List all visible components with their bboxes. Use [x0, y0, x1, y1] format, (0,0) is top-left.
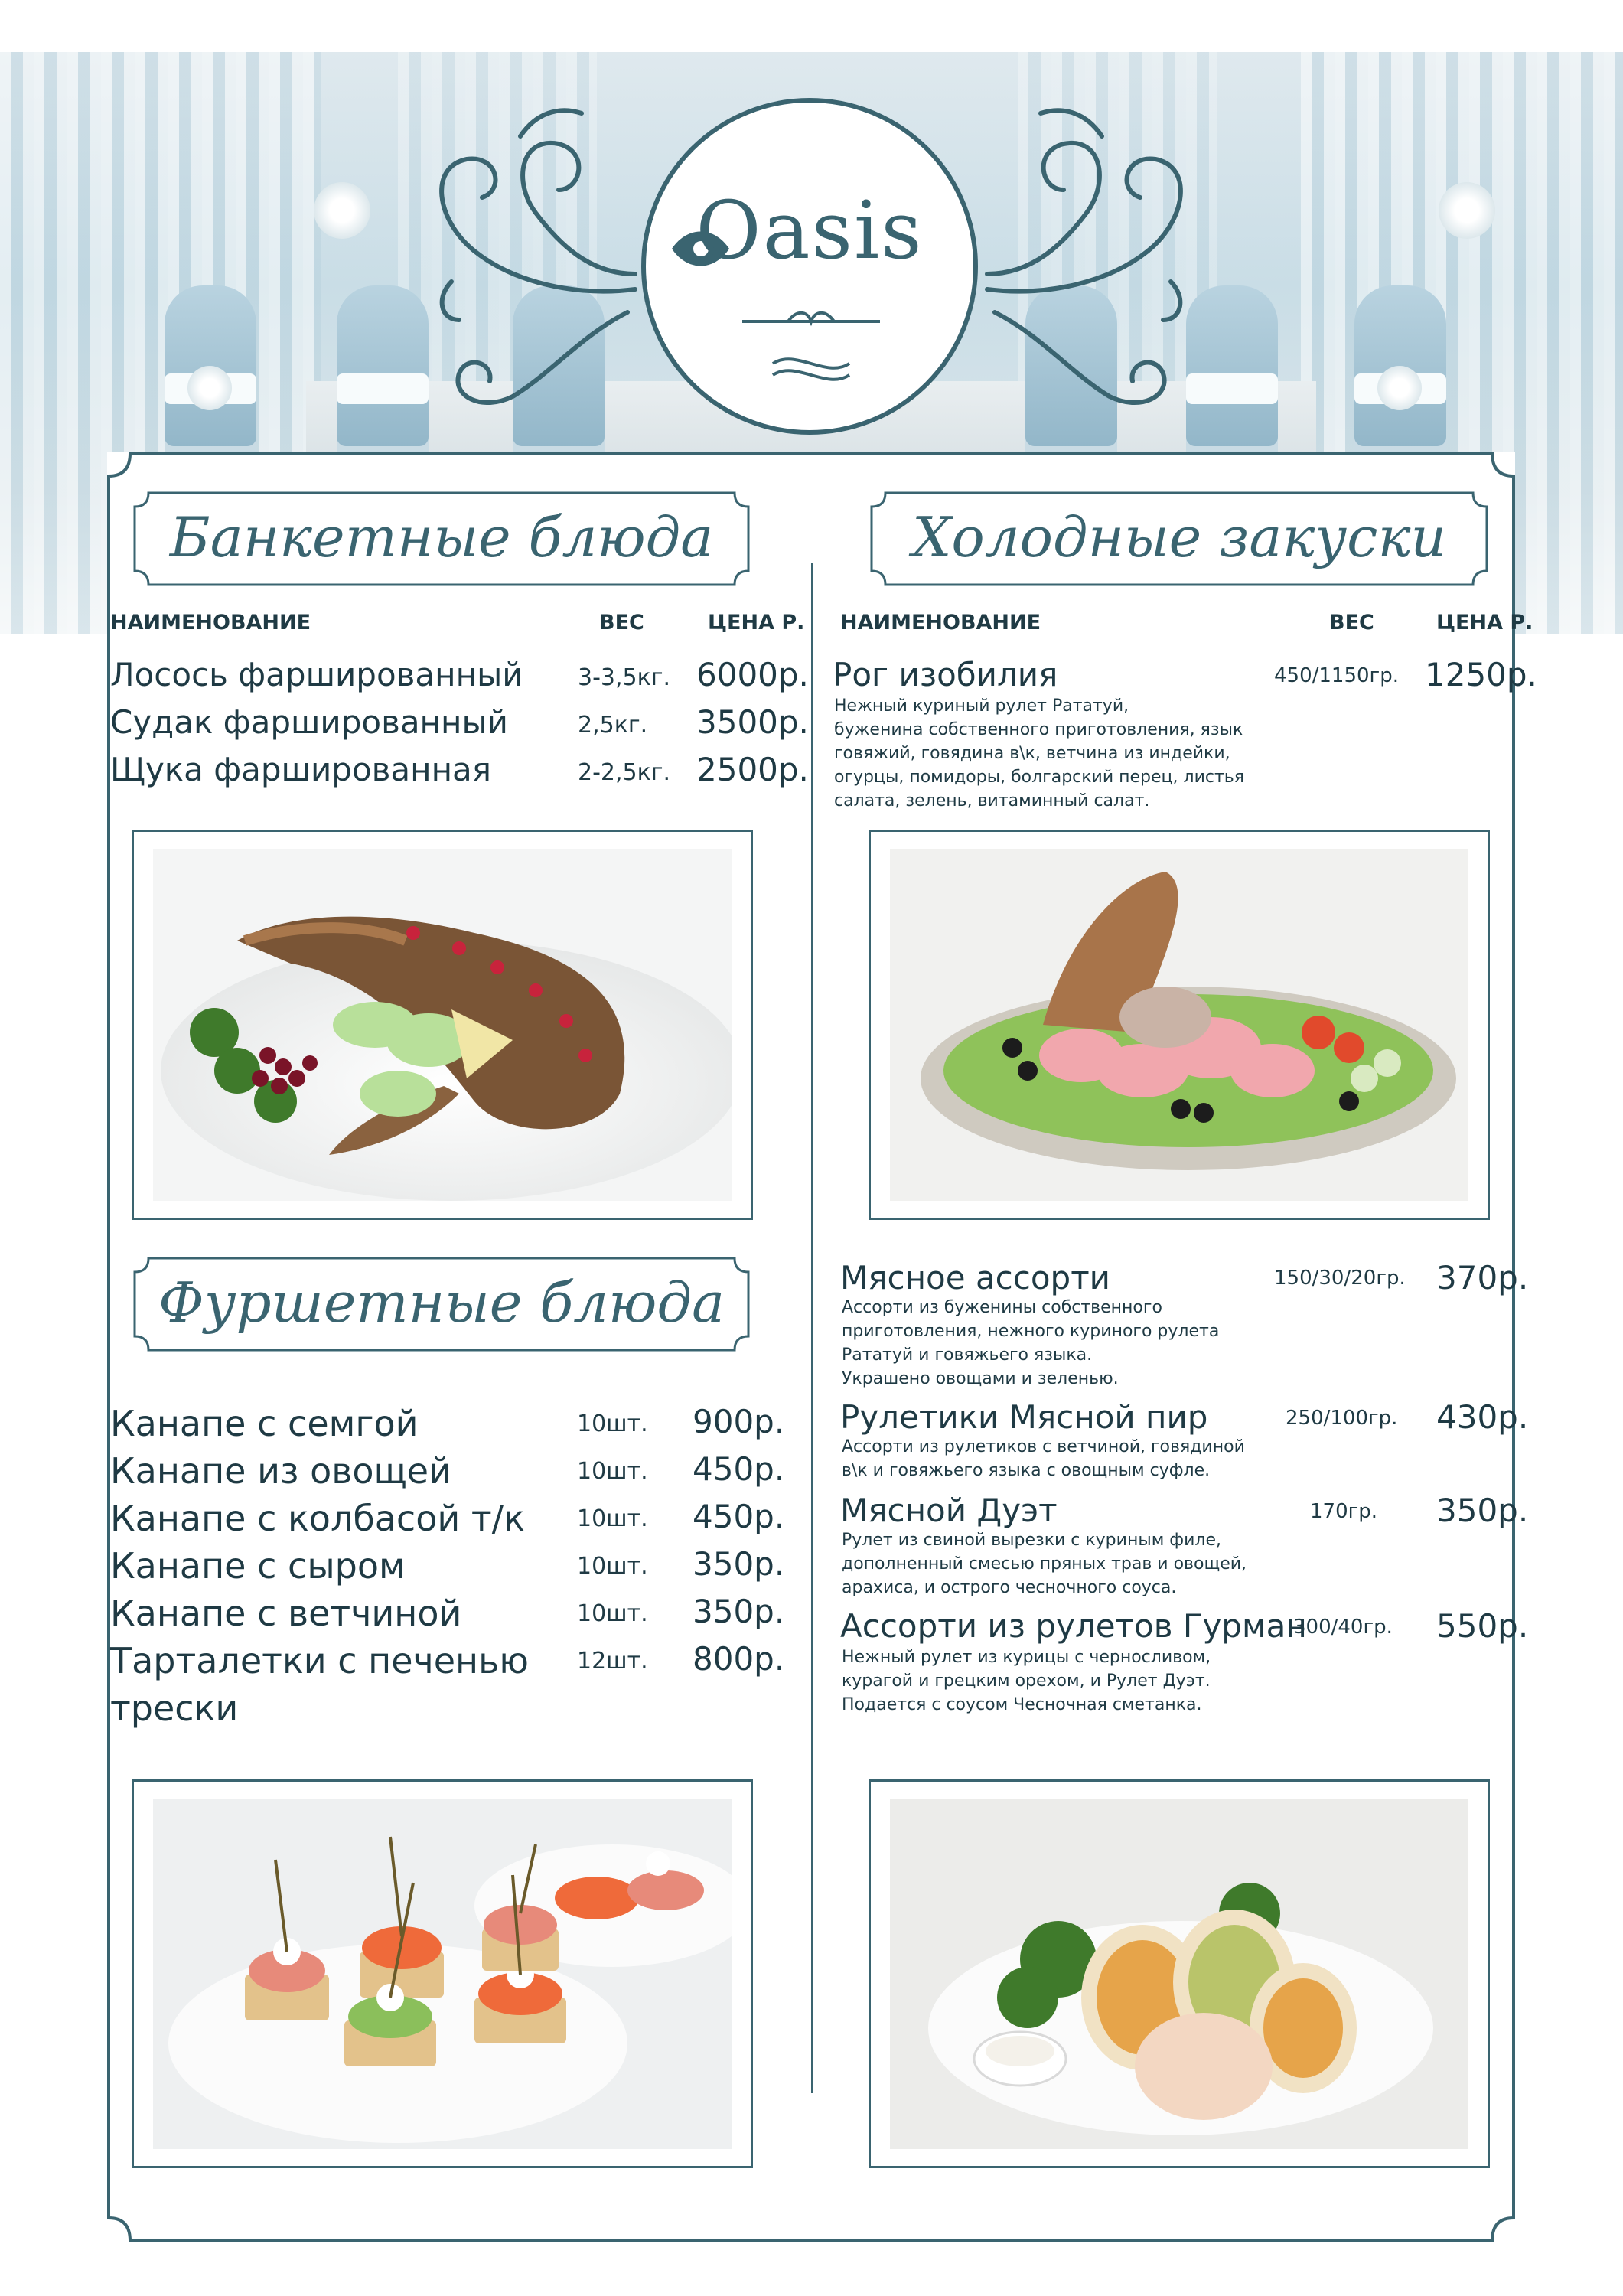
cold-item-name: Мясной Дуэт — [840, 1492, 1058, 1529]
cold-item-name: Рог изобилия — [833, 656, 1058, 693]
buffet-item-name-continued: трески — [110, 1688, 239, 1729]
cold-item-name: Мясное ассорти — [840, 1259, 1110, 1296]
cold-item-weight: 450/1150гр. — [1274, 664, 1399, 687]
cold-item-price: 430р. — [1436, 1398, 1529, 1436]
cold-item-price: 550р. — [1436, 1607, 1529, 1645]
cold-item-weight: 170гр. — [1310, 1500, 1378, 1523]
buffet-item-price: 450р. — [693, 1450, 785, 1488]
banquet-item-price: 6000р. — [696, 656, 809, 693]
buffet-item-name: Канапе с ветчиной — [110, 1593, 462, 1634]
left-ornament-icon — [406, 90, 650, 427]
buffet-item-price: 350р. — [693, 1593, 785, 1630]
buffet-item-name: Канапе с колбасой т/к — [110, 1498, 525, 1539]
cold-item-price: 370р. — [1436, 1259, 1529, 1296]
banquet-item-price: 3500р. — [696, 703, 809, 741]
buffet-item-name: Канапе с семгой — [110, 1403, 419, 1444]
banquet-photo-frame — [132, 830, 753, 1220]
banquet-title: Банкетные блюда — [169, 505, 714, 569]
buffet-item-name: Канапе с сыром — [110, 1545, 406, 1587]
banquet-title-box — [132, 490, 751, 588]
cold-item-price: 350р. — [1436, 1492, 1529, 1529]
cold-item-description: Рулет из свиной вырезки с куриным филе, дополненный смесью пряных трав и овощей, арахиса, и острого чесночного соуса. — [842, 1531, 1247, 1597]
buffet-item-name: Канапе из овощей — [110, 1450, 452, 1492]
cold-photo-frame — [869, 830, 1490, 1220]
cold-title-box — [869, 490, 1490, 588]
cold-item-name: Рулетики Мясной пир — [840, 1398, 1208, 1436]
buffet-item-price: 800р. — [693, 1640, 785, 1678]
banquet-header-name: НАИМЕНОВАНИЕ — [110, 611, 311, 634]
banquet-item-name: Лосось фаршированный — [110, 656, 523, 693]
horn-of-plenty-photo — [890, 849, 1468, 1201]
buffet-item-weight: 10шт. — [577, 1458, 648, 1485]
cold-item-description: Ассорти из рулетиков с ветчиной, говядиной в\к и говяжьего языка с овощным суфле. — [842, 1437, 1245, 1480]
buffet-item-price: 450р. — [693, 1498, 785, 1535]
banquet-item-price: 2500р. — [696, 751, 809, 788]
cold-item-price: 1250р. — [1425, 656, 1537, 693]
column-divider — [811, 563, 813, 2093]
cold-header-name: НАИМЕНОВАНИЕ — [840, 611, 1041, 634]
buffet-item-price: 900р. — [693, 1403, 785, 1440]
buffet-item-price: 350р. — [693, 1545, 785, 1583]
canapes-photo — [153, 1799, 732, 2149]
cold-item-description: Нежный куриный рулет Рататуй, буженина собственного приготовления, язык говяжий, говядина в\к, ветчина из индейки, огурцы, помидоры, болгарский перец, листья салата, зелень, витаминный салат. — [834, 696, 1244, 810]
right-ornament-icon — [972, 90, 1217, 427]
cold-item-weight: 250/100гр. — [1286, 1407, 1398, 1430]
cold-header-weight: ВЕС — [1329, 611, 1374, 634]
buffet-item-weight: 10шт. — [577, 1600, 648, 1627]
stuffed-fish-photo — [153, 849, 732, 1201]
buffet-title-box — [132, 1255, 751, 1353]
banquet-header-weight: ВЕС — [599, 611, 644, 634]
cold-item-description: Нежный рулет из курицы с черносливом, курагой и грецким орехом, и Рулет Дуэт. Подается с соусом Чесночная сметанка. — [842, 1648, 1211, 1714]
cold-item-weight: 300/40гр. — [1293, 1616, 1393, 1639]
cold-item-description: Ассорти из буженины собственного приготовления, нежного куриного рулета Рататуй и говяжьего языка. Украшено овощами и зеленью. — [842, 1298, 1220, 1388]
buffet-item-weight: 10шт. — [577, 1553, 648, 1580]
rolls-photo-frame — [869, 1779, 1490, 2168]
banquet-item-weight: 2-2,5кг. — [578, 759, 671, 786]
banquet-item-weight: 3-3,5кг. — [578, 664, 671, 691]
buffet-item-weight: 12шт. — [577, 1648, 648, 1675]
brand-logo: Oasis — [696, 184, 924, 277]
banquet-item-name: Щука фаршированная — [110, 751, 492, 788]
buffet-item-name: Тарталетки с печенью — [110, 1640, 529, 1681]
cold-title: Холодные закуски — [912, 505, 1446, 569]
cold-item-weight: 150/30/20гр. — [1274, 1267, 1406, 1290]
buffet-item-weight: 10шт. — [577, 1411, 648, 1437]
banquet-item-weight: 2,5кг. — [578, 712, 648, 739]
banquet-item-name: Судак фаршированный — [110, 703, 508, 741]
buffet-photo-frame — [132, 1779, 753, 2168]
banquet-header-price: ЦЕНА Р. — [708, 611, 805, 634]
buffet-title: Фуршетные блюда — [158, 1270, 725, 1335]
cold-header-price: ЦЕНА Р. — [1436, 611, 1533, 634]
buffet-item-weight: 10шт. — [577, 1505, 648, 1532]
logo-flourish-icon — [735, 306, 888, 398]
cold-item-name: Ассорти из рулетов Гурман — [840, 1607, 1307, 1645]
meat-rolls-photo — [890, 1799, 1468, 2149]
